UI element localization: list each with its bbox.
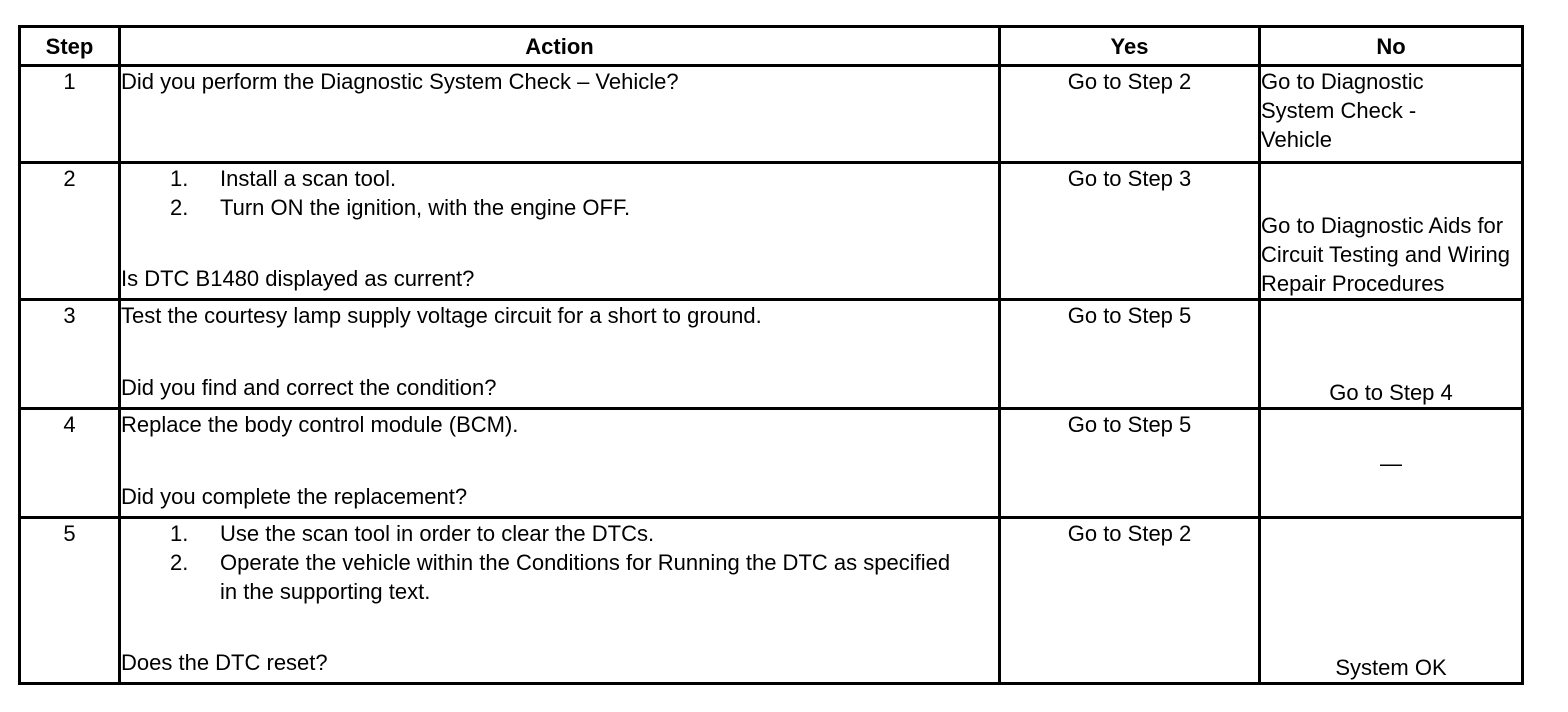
list-item [121, 193, 998, 222]
action-cell [120, 409, 1000, 518]
list-item [121, 519, 998, 548]
yes-link[interactable]: Go to Step 5 [1000, 409, 1260, 518]
action-cell [120, 163, 1000, 300]
action-text: Did you perform the Diagnostic System Check – Vehicle? [121, 69, 679, 94]
list-item-number: 1. [170, 521, 189, 546]
action-question: Did you complete the replacement? [121, 484, 468, 509]
yes-link[interactable]: Go to Step 2 [1000, 518, 1260, 684]
step-number: 2 [20, 163, 120, 300]
no-link[interactable]: Go to Diagnostic Aids for Circuit Testing and Wiring Repair Procedures [1260, 163, 1523, 300]
step-number: 3 [20, 300, 120, 409]
list-item-text: Operate the vehicle within the Conditions for Running the DTC as specified in the supporting text. [220, 550, 951, 604]
yes-link[interactable]: Go to Step 3 [1000, 163, 1260, 300]
action-cell [120, 66, 1000, 163]
diagnostic-table [18, 25, 1524, 685]
action-question: Is DTC B1480 displayed as current? [121, 266, 475, 291]
yes-link[interactable]: Go to Step 2 [1000, 66, 1260, 163]
action-cell [120, 518, 1000, 684]
table-row [20, 518, 1523, 684]
no-value: — [1260, 409, 1523, 518]
no-link[interactable]: Go to Step 4 [1260, 300, 1523, 409]
list-item-text: Install a scan tool. [220, 166, 397, 191]
header-yes: Yes [1000, 27, 1260, 66]
table-row [20, 66, 1523, 163]
step-number: 5 [20, 518, 120, 684]
list-item-number: 2. [170, 195, 189, 220]
no-link[interactable]: Go to Diagnostic System Check - Vehicle [1260, 66, 1523, 163]
no-value: System OK [1260, 518, 1523, 684]
header-no: No [1260, 27, 1523, 66]
action-cell [120, 300, 1000, 409]
list-item-number: 1. [170, 166, 189, 191]
action-text: Replace the body control module (BCM). [121, 412, 519, 437]
header-row [20, 27, 1523, 66]
header-action: Action [120, 27, 1000, 66]
list-item [121, 548, 998, 606]
header-step: Step [20, 27, 120, 66]
action-steps-list [121, 164, 998, 222]
action-question: Did you find and correct the condition? [121, 375, 497, 400]
list-item-text: Use the scan tool in order to clear the DTCs. [220, 521, 655, 546]
step-number: 4 [20, 409, 120, 518]
list-item-text: Turn ON the ignition, with the engine OFF. [220, 195, 631, 220]
list-item-number: 2. [170, 550, 189, 575]
table-row [20, 300, 1523, 409]
list-item [121, 164, 998, 193]
action-steps-list [121, 519, 998, 606]
yes-link[interactable]: Go to Step 5 [1000, 300, 1260, 409]
step-number: 1 [20, 66, 120, 163]
action-question: Does the DTC reset? [121, 650, 328, 675]
action-text: Test the courtesy lamp supply voltage circuit for a short to ground. [121, 303, 762, 328]
table-row [20, 163, 1523, 300]
table-row [20, 409, 1523, 518]
